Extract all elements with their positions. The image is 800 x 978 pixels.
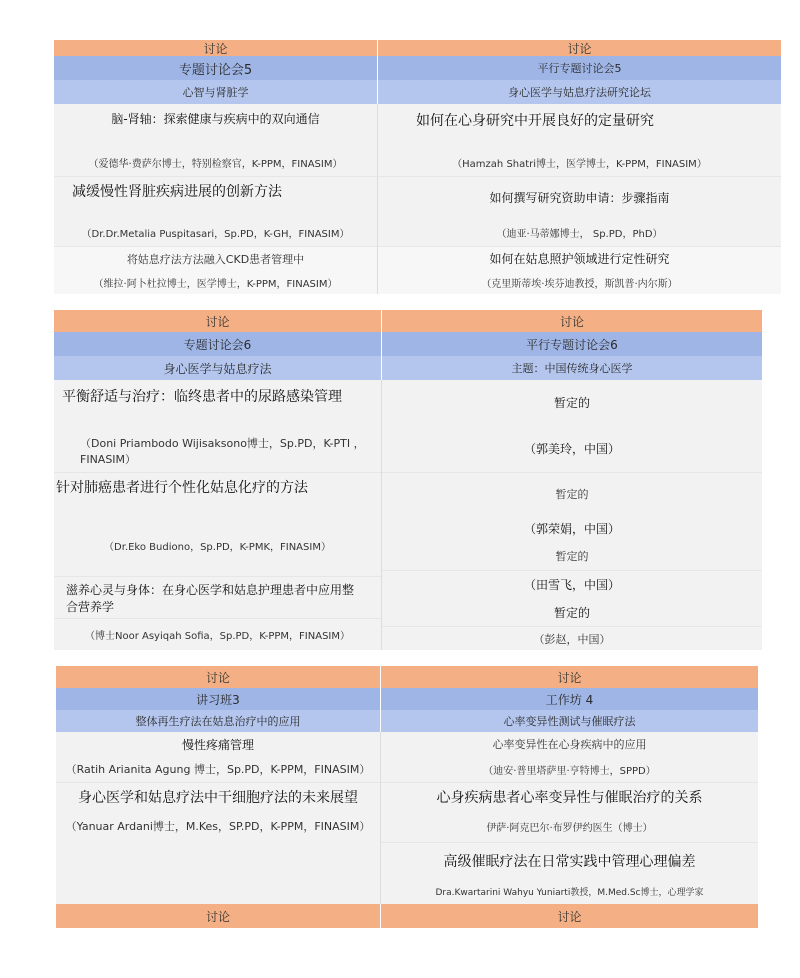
session-block-2	[54, 310, 762, 650]
session-title-left: 专题讨论会5	[54, 56, 377, 80]
discussion-footer-right: 讨论	[380, 904, 758, 928]
left-talks	[56, 732, 380, 904]
talk-title: 身心医学和姑息疗法中干细胞疗法的未来展望	[56, 782, 380, 810]
right-talks	[380, 732, 758, 904]
talk-title: 高级催眠疗法在日常实践中管理心理偏差	[381, 842, 758, 878]
empty-cell	[56, 842, 380, 904]
talk-title: 暂定的	[553, 605, 590, 620]
speaker-name: （郭美玲，中国）	[523, 441, 620, 456]
discussion-header-right: 讨论	[381, 310, 762, 332]
discussion-header-right: 讨论	[380, 666, 758, 688]
speaker-name: （Dr.Dr.Metalia Puspitasari，Sp.PD，K-GH，FINASIM）	[54, 218, 377, 246]
talk-title: 慢性疼痛管理	[181, 737, 254, 752]
session-topic-right: 心率变异性测试与催眠疗法	[380, 710, 758, 732]
session-topic-right: 主题：中国传统身心医学	[381, 356, 762, 380]
talk-title: 如何撰写研究资助申请：步骤指南	[377, 176, 781, 218]
discussion-header-left: 讨论	[54, 310, 381, 332]
session-title-right: 平行专题讨论会5	[377, 56, 781, 80]
speaker-name: （Ratih Arianita Agung 博士，Sp.PD，K-PPM，FINASIM）	[65, 763, 371, 776]
talk-title: 心身疾病患者心率变异性与催眠治疗的关系	[381, 782, 758, 810]
talk-title: 暂定的	[555, 550, 589, 563]
session-topic-left: 身心医学与姑息疗法	[54, 356, 381, 380]
talk-title: 如何在姑息照护领域进行定性研究	[377, 246, 781, 270]
talk-title: 暂定的	[382, 472, 762, 514]
speaker-name: Dra.Kwartarini Wahyu Yuniarti教授，M.Med.Sc博士，心理学家	[435, 887, 704, 898]
speaker-name: （爱德华·费萨尔博士，特别检察官，K-PPM，FINASIM）	[54, 148, 377, 176]
speaker-name: （彭赵，中国）	[382, 626, 762, 650]
talk-title: 脑-肾轴：探索健康与疾病中的双向通信	[54, 104, 377, 148]
speaker-name: （Doni Priambodo Wijisaksono博士，Sp.PD，K-PTI ，FINASIM）	[80, 437, 365, 466]
session-title-right: 工作坊 4	[380, 688, 758, 710]
session-title-left: 专题讨论会6	[54, 332, 381, 356]
speaker-name: （克里斯蒂埃·埃芬迪教授，斯凯普·内尔斯）	[377, 270, 781, 294]
speaker-name: （Hamzah Shatri博士，医学博士，K-PPM，FINASIM）	[377, 148, 781, 176]
speaker-name: （维拉·阿卜杜拉博士，医学博士，K-PPM，FINASIM）	[54, 270, 377, 294]
right-talks	[381, 380, 762, 650]
left-talks	[54, 380, 381, 650]
discussion-header-left: 讨论	[56, 666, 380, 688]
speaker-name: （博士Noor Asyiqah Sofia，Sp.PD，K-PPM，FINASIM）	[54, 618, 381, 650]
session-title-right: 平行专题讨论会6	[381, 332, 762, 356]
talk-title: 如何在心身研究中开展良好的定量研究	[377, 104, 781, 148]
talk-title: 针对肺癌患者进行个性化姑息化疗的方法	[54, 472, 381, 514]
discussion-header-right: 讨论	[377, 40, 781, 56]
talk-title: 心率变异性在心身疾病中的应用	[492, 738, 647, 751]
talk-title: 将姑息疗法方法融入CKD患者管理中	[54, 246, 377, 270]
session-block-1	[54, 40, 781, 294]
speaker-name: （Yanuar Ardani博士，M.Kes，SP.PD，K-PPM，FINASIM）	[65, 820, 371, 833]
discussion-footer-left: 讨论	[56, 904, 380, 928]
discussion-header-left: 讨论	[54, 40, 377, 56]
talk-title: 滋养心灵与身体：在身心医学和姑息护理患者中应用整合营养学	[54, 576, 381, 618]
speaker-name: （Dr.Eko Budiono，Sp.PD，K-PMK，FINASIM）	[104, 541, 331, 553]
speaker-name: 伊萨·阿克巴尔·布罗伊约医生（博士）	[486, 822, 653, 834]
session-topic-left: 整体再生疗法在姑息治疗中的应用	[56, 710, 380, 732]
talk-title: 平衡舒适与治疗：临终患者中的尿路感染管理	[62, 389, 342, 405]
session-title-left: 讲习班3	[56, 688, 380, 710]
talk-title: 暂定的	[553, 395, 590, 410]
speaker-name: （田雪飞，中国）	[382, 570, 762, 598]
session-block-3	[56, 666, 758, 952]
talk-title: 减缓慢性肾脏疾病进展的创新方法	[54, 176, 377, 218]
session-topic-left: 心智与肾脏学	[54, 80, 377, 104]
speaker-name: （迪安·普里塔萨里·亨特博士，SPPD）	[483, 765, 656, 777]
session-topic-right: 身心医学与姑息疗法研究论坛	[377, 80, 781, 104]
speaker-name: （迪亚·马蒂娜博士， Sp.PD，PhD）	[377, 218, 781, 246]
speaker-name: （郭荣娟，中国）	[523, 521, 620, 536]
